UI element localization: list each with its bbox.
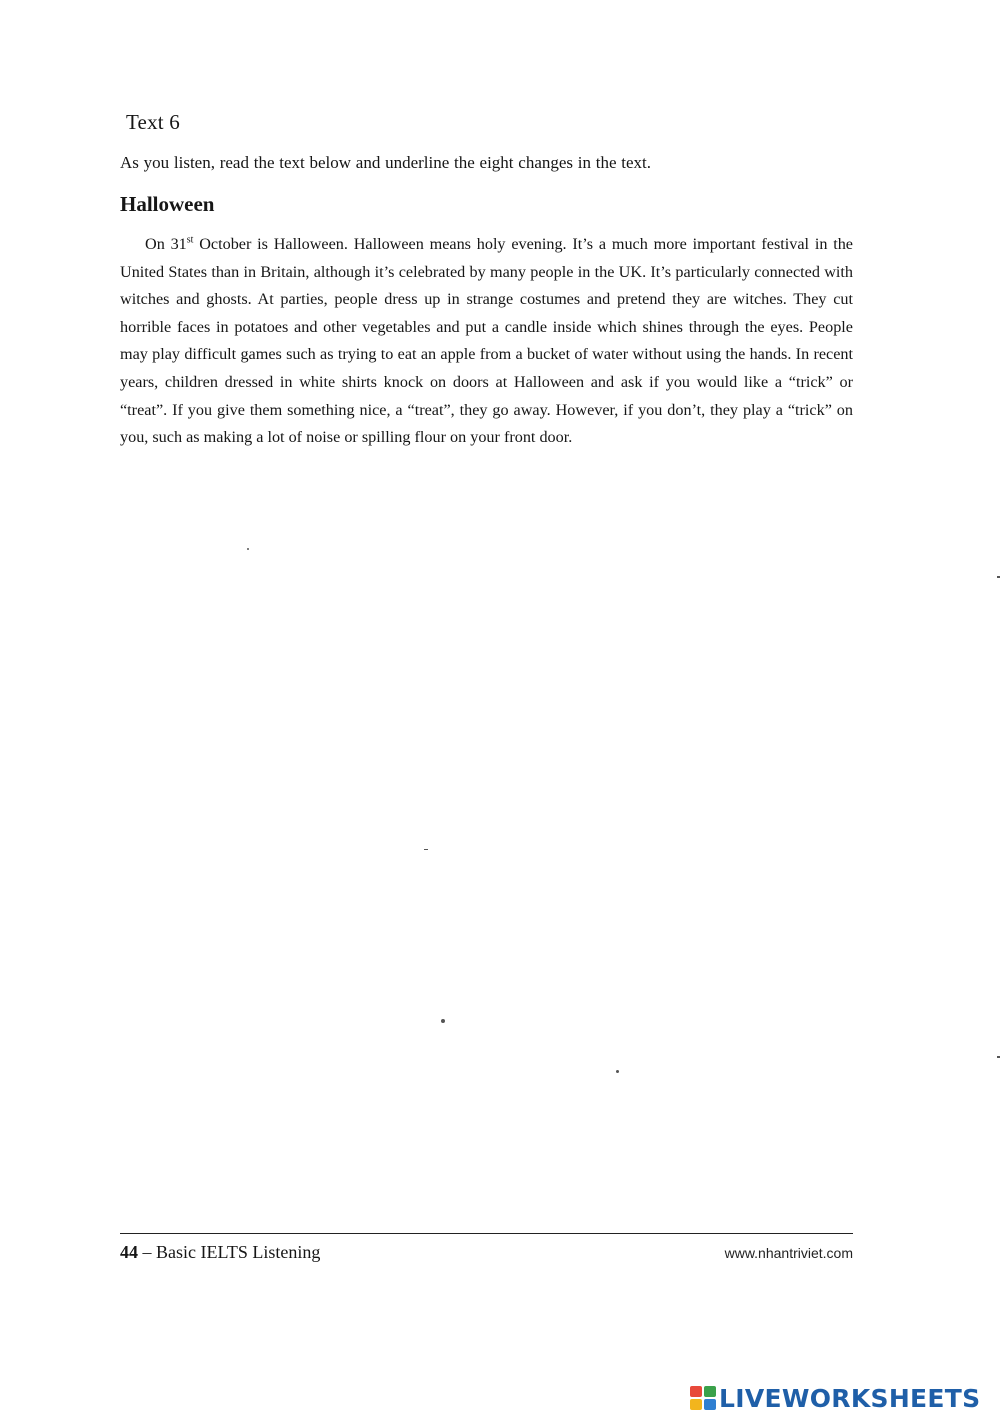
footer-separator: – <box>142 1242 152 1262</box>
publisher-website: www.nhantriviet.com <box>724 1245 853 1261</box>
article-body-text: October is Halloween. Halloween means holy evening. It’s a much more important festival in the United States than in Britain, although it’s celebrated by many people in the UK. It’s particularly connected with witches and ghosts. At parties, people dress up in strange costumes and pretend they are witches. They cut horrible faces in potatoes and other vegetables and put a candle inside which shines through the eyes. People may play difficult games such as trying to eat an apple from a bucket of water without using the hands. In recent years, children dressed in white shirts knock on doors at Halloween and ask if you would like a “trick” or “treat”. If you give them something nice, a “treat”, they go away. However, if you don’t, they play a “trick” on you, such as making a lot of noise or spilling flour on your front door. <box>120 235 853 447</box>
scan-speck <box>441 1019 445 1023</box>
article-body <box>120 231 853 452</box>
page-number: 44 <box>120 1242 138 1262</box>
liveworksheets-watermark <box>690 1384 980 1412</box>
instruction-text: As you listen, read the text below and underline the eight changes in the text. <box>120 153 652 172</box>
scan-speck <box>616 1070 619 1073</box>
liveworksheets-logo-icon <box>690 1386 716 1410</box>
watermark-text: LIVEWORKSHEETS <box>719 1383 981 1413</box>
article-heading: Halloween <box>120 192 215 216</box>
scan-speck <box>247 548 249 550</box>
footer-page-info <box>120 1242 320 1263</box>
footer-divider <box>120 1233 853 1234</box>
section-title: Text 6 <box>126 110 180 134</box>
article-intro-day: On 31 <box>145 235 187 253</box>
ordinal-suffix: st <box>186 234 194 246</box>
book-title: Basic IELTS Listening <box>156 1242 321 1262</box>
scan-speck <box>424 849 428 850</box>
